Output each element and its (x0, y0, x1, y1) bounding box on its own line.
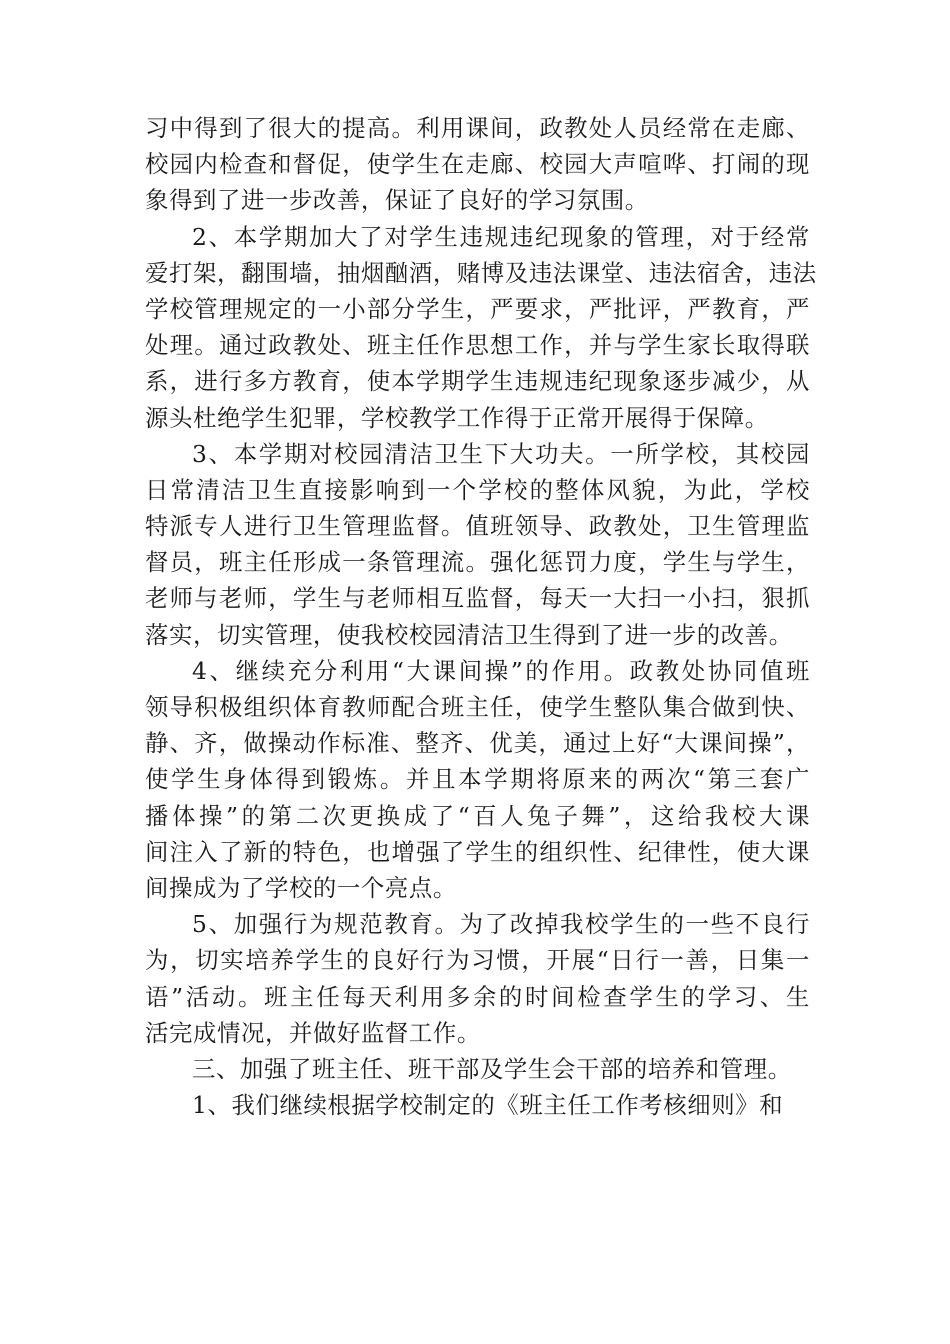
text-line: 间注入了新的特色，也增强了学生的组织性、纪律性，使大课 (145, 837, 810, 866)
text-line: 特派专人进行卫生管理监督。值班领导、政教处，卫生管理监 (145, 512, 810, 541)
text-line: 间操成为了学校的一个亮点。 (145, 873, 457, 902)
text-line: 爱打架，翻围墙，抽烟酗酒，赌博及违法课堂、违法宿舍，违法 (145, 258, 817, 287)
text-line: 系，进行多方教育，使本学期学生违规违纪现象逐步减少，从 (145, 367, 810, 396)
text-line: 习中得到了很大的提高。利用课间，政教处人员经常在走廊、 (145, 114, 810, 142)
text-line: 2、本学期加大了对学生违规违纪现象的管理，对于经常 (192, 222, 810, 251)
text-line: 日常清洁卫生直接影响到一个学校的整体风貌，为此，学校 (145, 475, 810, 504)
text-line: 老师与老师，学生与老师相互监督，每天一大扫一小扫，狠抓 (145, 584, 810, 613)
text-line: 源头杜绝学生犯罪，学校教学工作得于正常开展得于保障。 (145, 403, 769, 432)
text-line: 处理。通过政教处、班主任作思想工作，并与学生家长取得联 (145, 331, 810, 360)
text-line: 播体操”的第二次更换成了“百人兔子舞”，这给我校大课 (145, 801, 810, 830)
text-line: 4、继续充分利用“大课间操”的作用。政教处协同值班 (192, 656, 810, 685)
text-line: 静、齐，做操动作标准、整齐、优美，通过上好“大课间操”， (145, 729, 810, 758)
text-line: 5、加强行为规范教育。为了改掉我校学生的一些不良行 (192, 910, 810, 939)
text-line: 3、本学期对校园清洁卫生下大功夫。一所学校，其校园 (192, 439, 810, 468)
text-line: 1、我们继续根据学校制定的《班主任工作考核细则》和 (192, 1091, 784, 1120)
text-line: 学校管理规定的一小部分学生，严要求，严批评，严教育，严 (145, 294, 810, 323)
text-line: 为，切实培养学生的良好行为习惯，开展“日行一善，日集一 (145, 946, 810, 975)
text-line: 落实，切实管理，使我校校园清洁卫生得到了进一步的改善。 (145, 620, 793, 649)
text-line: 领导积极组织体育教师配合班主任，使学生整队集合做到快、 (145, 693, 810, 721)
text-line: 三、加强了班主任、班干部及学生会干部的培养和管理。 (192, 1054, 792, 1083)
body-text (145, 110, 817, 1123)
text-line: 督员，班主任形成一条管理流。强化惩罚力度，学生与学生， (145, 548, 810, 577)
text-line: 使学生身体得到锻炼。并且本学期将原来的两次“第三套广 (145, 765, 810, 794)
text-line: 象得到了进一步改善，保证了良好的学习氛围。 (145, 186, 649, 215)
text-line: 语”活动。班主任每天利用多余的时间检查学生的学习、生 (145, 982, 810, 1011)
text-line: 校园内检查和督促，使学生在走廊、校园大声喧哗、打闹的现 (145, 150, 810, 179)
text-line: 活完成情况，并做好监督工作。 (145, 1018, 481, 1047)
